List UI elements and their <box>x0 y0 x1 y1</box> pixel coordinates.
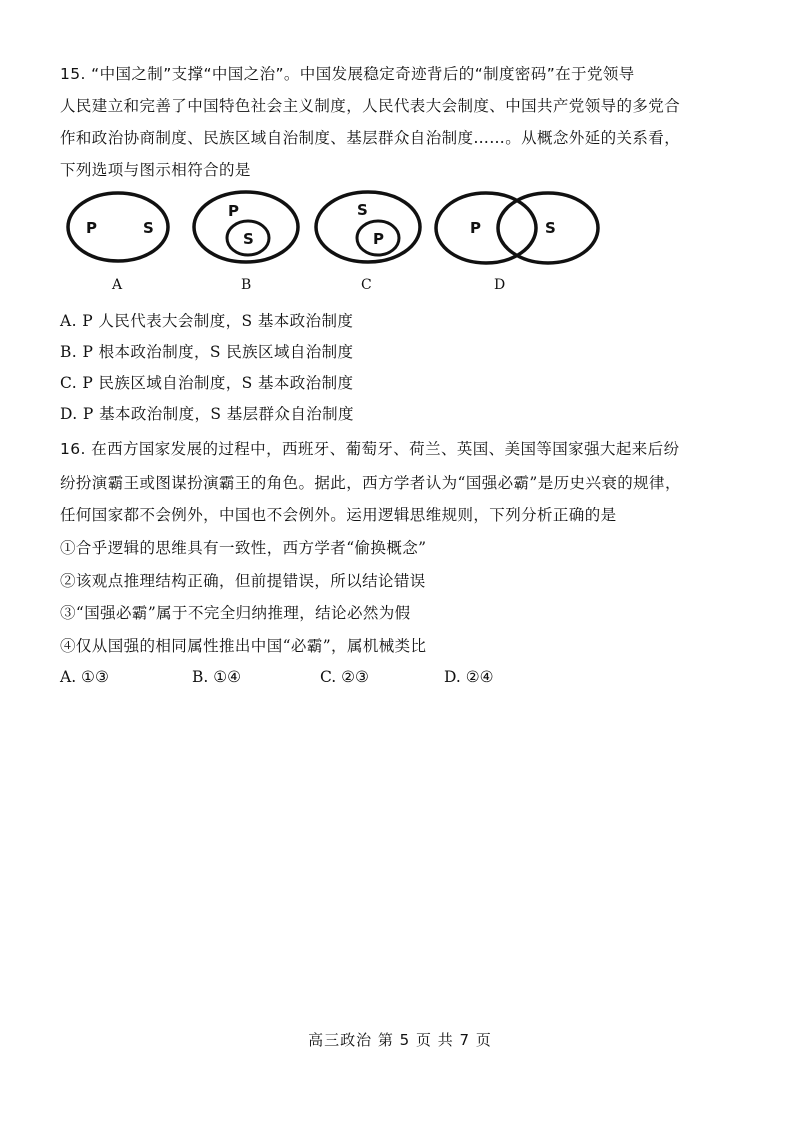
diagram-b-s: S <box>243 230 254 248</box>
diagram-a-p: P <box>86 219 97 237</box>
q16-answer-c: C. ②③ <box>320 668 369 686</box>
diagram-b-outer <box>194 192 298 262</box>
venn-diagrams-svg <box>60 188 600 298</box>
q16-statement-4: ④仅从国强的相同属性推出中国“必霸”，属机械类比 <box>60 637 427 655</box>
q16-statement-2: ②该观点推理结构正确，但前提错误，所以结论错误 <box>60 572 426 590</box>
diagram-d-label: D <box>494 277 506 293</box>
q16-line-1: 16. 在西方国家发展的过程中，西班牙、葡萄牙、荷兰、英国、美国等国家强大起来后纷 <box>60 440 680 458</box>
q16-answer-a: A. ①③ <box>60 668 109 686</box>
q16-line-2: 纷扮演霸王或图谋扮演霸王的角色。据此，西方学者认为“国强必霸”是历史兴衰的规律， <box>60 474 681 492</box>
diagram-a-s: S <box>143 219 154 237</box>
page-footer: 高三政治 第 5 页 共 7 页 <box>308 1031 492 1049</box>
q16-statement-3: ③“国强必霸”属于不完全归纳推理，结论必然为假 <box>60 604 411 622</box>
diagram-b-p: P <box>228 202 239 220</box>
diagram-a-label: A <box>112 277 123 293</box>
diagram-c-p: P <box>373 230 384 248</box>
q16-statement-1: ①合乎逻辑的思维具有一致性，西方学者“偷换概念” <box>60 539 427 557</box>
q15-line-1: 15. “中国之制”支撑“中国之治”。中国发展稳定奇迹背后的“制度密码”在于党领导 <box>60 65 635 83</box>
q15-option-c: C. P 民族区域自治制度，S 基本政治制度 <box>60 374 354 392</box>
q15-option-a: A. P 人民代表大会制度，S 基本政治制度 <box>60 312 354 330</box>
venn-diagrams <box>60 188 600 298</box>
diagram-b-label: B <box>241 277 252 293</box>
diagram-d-left <box>436 193 536 263</box>
diagram-c-s: S <box>357 201 368 219</box>
q16-answer-b: B. ①④ <box>192 668 242 686</box>
q15-line-2: 人民建立和完善了中国特色社会主义制度，人民代表大会制度、中国共产党领导的多党合 <box>60 97 681 115</box>
q15-option-d: D. P 基本政治制度，S 基层群众自治制度 <box>60 405 354 423</box>
q16-answer-d: D. ②④ <box>444 668 494 686</box>
diagram-d-p: P <box>470 219 481 237</box>
q16-line-3: 任何国家都不会例外，中国也不会例外。运用逻辑思维规则，下列分析正确的是 <box>60 506 617 524</box>
diagram-d-s: S <box>545 219 556 237</box>
q15-line-4: 下列选项与图示相符合的是 <box>60 161 251 179</box>
q15-option-b: B. P 根本政治制度，S 民族区域自治制度 <box>60 343 354 361</box>
q15-line-3: 作和政治协商制度、民族区域自治制度、基层群众自治制度……。从概念外延的关系看， <box>60 129 681 147</box>
diagram-c-label: C <box>361 277 372 293</box>
